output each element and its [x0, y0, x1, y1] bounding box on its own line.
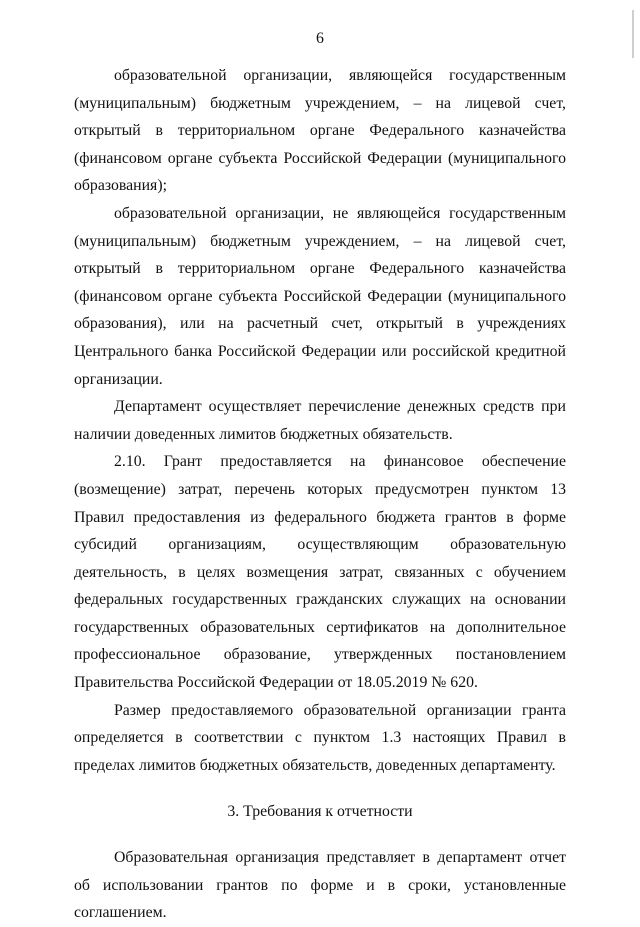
paragraph-non-budget-institution: образовательной организации, не являющейся государственным (муниципальным) бюджетным учреждением, – на лицевой счет, открытый в территориальном органе Федерального казначейства (финансовом органе субъекта Российской Федерации (муниципального образования), или на расчетный счет, открытый в учреждениях Центрального банка Российской Федерации или российской кредитной организации. — [74, 204, 566, 388]
paragraph-budget-institution: образовательной организации, являющейся государственным (муниципальным) бюджетным учреждением, – на лицевой счет, открытый в территориальном органе Федерального казначейства (финансовом органе субъекта Российской Федерации (муниципального образования); — [74, 67, 566, 195]
page-number: 6 — [316, 30, 324, 47]
paragraph-grant-size: Размер предоставляемого образовательной организации гранта определяется в соответствии с пунктом 1.3 настоящих Правил в пределах лимитов бюджетных обязательств, доведенных департаменту. — [74, 701, 566, 774]
paragraph-2-10: 2.10. Грант предоставляется на финансовое обеспечение (возмещение) затрат, перечень которых предусмотрен пунктом 13 Правил предоставления из федерального бюджета грантов в форме субсидий организациям, осуществляющим образовательную деятельность, в целях возмещения затрат, связанных с обучением федеральных государственных гражданских служащих на основании государственных образовательных сертификатов на дополнительное профессиональное образование, утвержденных постановлением Правительства Российской Федерации от 18.05.2019 № 620. — [74, 453, 566, 692]
paragraph-department-transfer: Департамент осуществляет перечисление денежных средств при наличии доведенных лимитов бюджетных обязательств. — [74, 398, 566, 443]
section-heading: 3. Требования к отчетности — [227, 803, 413, 821]
document-body — [74, 62, 566, 927]
paragraph-reporting: Образовательная организация представляет в департамент отчет об использовании грантов по форме и в сроки, установленные соглашением. — [74, 849, 566, 922]
